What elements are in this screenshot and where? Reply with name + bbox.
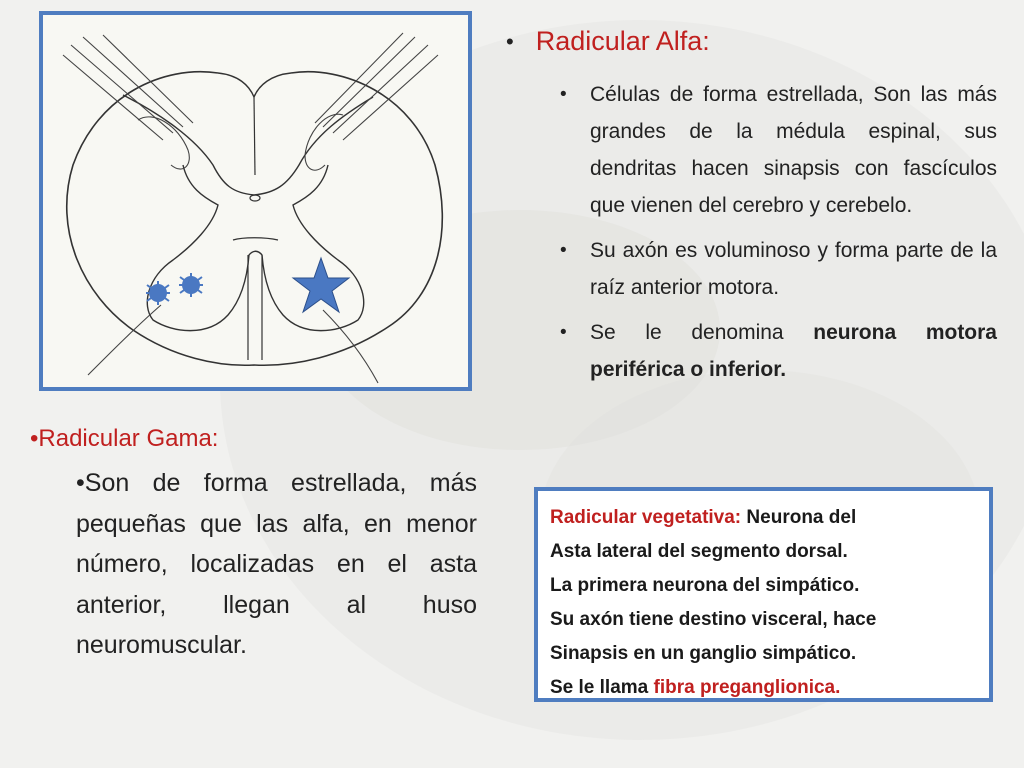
bullet: • bbox=[506, 28, 514, 54]
alfa-item-text: Células de forma estrellada, Son las más grandes de la médula espinal, sus dendritas hacen sinapsis con fascículos que vienen del cerebro y cerebelo. bbox=[590, 83, 997, 217]
veg-line: Asta lateral del segmento dorsal. bbox=[550, 541, 848, 562]
veg-line: La primera neurona del simpático. bbox=[550, 575, 860, 596]
spinal-cord-drawing bbox=[43, 15, 468, 387]
veg-title: Radicular vegetativa: bbox=[550, 507, 742, 528]
gamma-neuron-icon bbox=[179, 273, 203, 297]
veg-line-text: Se le llama bbox=[550, 677, 654, 698]
bullet: • bbox=[560, 84, 567, 105]
list-item bbox=[555, 232, 997, 306]
spinal-cord-figure bbox=[39, 11, 472, 391]
alfa-title: Radicular Alfa: bbox=[535, 26, 710, 56]
veg-line: Su axón tiene destino visceral, hace bbox=[550, 609, 877, 630]
bullet: • bbox=[76, 469, 85, 497]
veg-line-text: Neurona del bbox=[741, 507, 857, 528]
veg-line bbox=[550, 501, 977, 535]
alfa-item-text: Se le denomina bbox=[590, 321, 814, 344]
alfa-heading bbox=[500, 26, 980, 57]
list-item bbox=[555, 76, 997, 224]
list-item bbox=[555, 314, 997, 388]
gama-text bbox=[76, 463, 477, 666]
veg-line bbox=[550, 671, 977, 705]
bullet: • bbox=[560, 322, 567, 343]
gamma-neuron-icon bbox=[146, 281, 170, 305]
bullet: • bbox=[30, 425, 39, 452]
gama-heading bbox=[30, 425, 218, 453]
bullet: • bbox=[560, 240, 567, 261]
alfa-item-bold: neurona motora periférica o inferior. bbox=[590, 321, 997, 381]
veg-red-term: fibra preganglionica. bbox=[653, 677, 841, 698]
gama-title: Radicular Gama: bbox=[38, 425, 219, 452]
alpha-neuron-star-icon bbox=[293, 258, 349, 312]
alfa-item-text: Su axón es voluminoso y forma parte de la raíz anterior motora. bbox=[590, 239, 997, 299]
gama-description: Son de forma estrellada, más pequeñas que las alfa, en menor número, localizadas en el asta anterior, llegan al huso neuromuscular. bbox=[76, 469, 477, 659]
alfa-list bbox=[555, 76, 997, 396]
veg-line: Sinapsis en un ganglio simpático. bbox=[550, 643, 857, 664]
vegetativa-box bbox=[534, 487, 993, 702]
